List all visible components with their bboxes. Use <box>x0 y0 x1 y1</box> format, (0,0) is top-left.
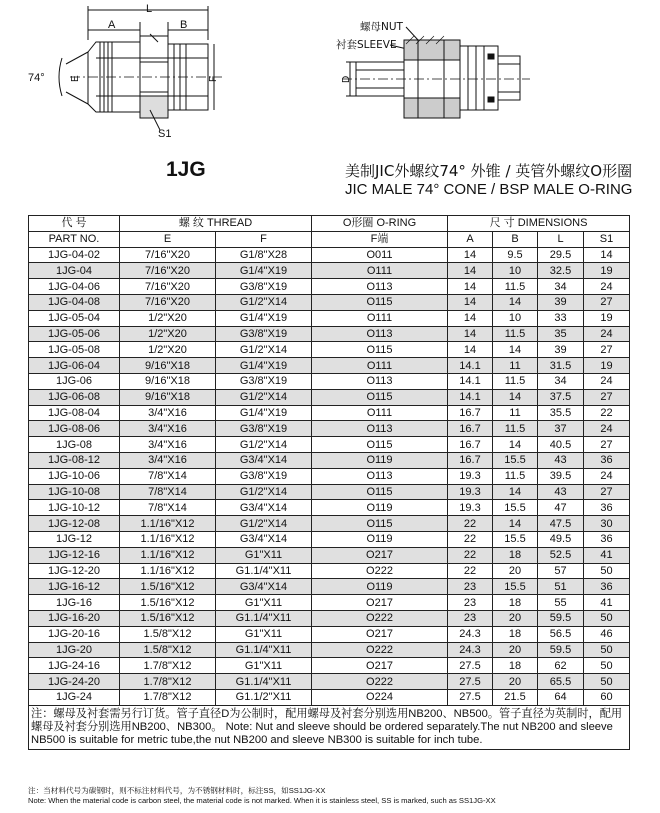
table-cell: 20 <box>493 674 538 690</box>
table-cell: 1JG-10-12 <box>29 500 120 516</box>
table-cell: 36 <box>584 579 630 595</box>
table-cell: 7/16"X20 <box>120 247 216 263</box>
table-cell: G3/4"X14 <box>216 500 312 516</box>
table-cell: 1JG-20-16 <box>29 626 120 642</box>
table-cell: 1/2"X20 <box>120 326 216 342</box>
table-row <box>29 610 630 626</box>
table-cell: 15.5 <box>493 452 538 468</box>
table-cell: 22 <box>448 547 493 563</box>
table-cell: 16.7 <box>448 421 493 437</box>
table-cell: 1JG-06 <box>29 373 120 389</box>
table-cell: O217 <box>312 595 448 611</box>
header-oring: O形圈 O-RING <box>312 216 448 232</box>
table-cell: 9/16"X18 <box>120 389 216 405</box>
table-cell: G1/2"X14 <box>216 437 312 453</box>
table-cell: G1/2"X14 <box>216 516 312 532</box>
table-cell: 1JG-04-08 <box>29 294 120 310</box>
col-header: A <box>448 231 493 247</box>
table-cell: 27.5 <box>448 658 493 674</box>
table-cell: G1.1/4"X11 <box>216 610 312 626</box>
table-cell: 7/8"X14 <box>120 468 216 484</box>
dim-D-label: D <box>341 75 352 83</box>
table-cell: G1/2"X14 <box>216 342 312 358</box>
table-cell: 1JG-12 <box>29 531 120 547</box>
table-cell: O115 <box>312 484 448 500</box>
table-cell: O113 <box>312 468 448 484</box>
table-cell: 11.5 <box>493 373 538 389</box>
table-row <box>29 689 630 705</box>
table-cell: 14 <box>584 247 630 263</box>
table-cell: 1JG-20 <box>29 642 120 658</box>
table-cell: 1JG-08-06 <box>29 421 120 437</box>
table-cell: 1.7/8"X12 <box>120 674 216 690</box>
table-cell: 19.3 <box>448 500 493 516</box>
table-cell: 24 <box>584 373 630 389</box>
table-cell: 27 <box>584 389 630 405</box>
table-row <box>29 437 630 453</box>
table-cell: 23 <box>448 579 493 595</box>
table-row <box>29 547 630 563</box>
table-cell: 21.5 <box>493 689 538 705</box>
col-header: L <box>538 231 584 247</box>
table-cell: O222 <box>312 610 448 626</box>
table-cell: O011 <box>312 247 448 263</box>
table-cell: 7/16"X20 <box>120 279 216 295</box>
table-cell: 20 <box>493 610 538 626</box>
footnote-cn: 注：当材料代号为碳钢时，则不标注材料代号，为不锈钢材料时，标注SS，如SS1JG-XX <box>28 786 326 795</box>
table-cell: 35.5 <box>538 405 584 421</box>
table-row <box>29 373 630 389</box>
table-cell: 1JG-10-06 <box>29 468 120 484</box>
col-header: F <box>216 231 312 247</box>
table-cell: O113 <box>312 326 448 342</box>
table-row <box>29 626 630 642</box>
table-cell: 11.5 <box>493 326 538 342</box>
table-row <box>29 595 630 611</box>
sleeve-label: 衬套SLEEVE <box>336 39 397 51</box>
table-cell: 14.1 <box>448 373 493 389</box>
table-cell: 1.7/8"X12 <box>120 689 216 705</box>
table-cell: 14 <box>493 342 538 358</box>
table-cell: G1"X11 <box>216 626 312 642</box>
footnote-en: Note: When the material code is carbon steel, the material code is not marked. When it is stainless steel, SS is marked, such as SS1JG-XX <box>28 796 496 805</box>
table-cell: O119 <box>312 500 448 516</box>
table-cell: 50 <box>584 563 630 579</box>
table-cell: G3/8"X19 <box>216 373 312 389</box>
table-cell: O224 <box>312 689 448 705</box>
table-cell: G1.1/4"X11 <box>216 674 312 690</box>
table-cell: 7/8"X14 <box>120 484 216 500</box>
right-assembly-drawing <box>336 20 530 118</box>
table-cell: 36 <box>584 500 630 516</box>
table-cell: O217 <box>312 626 448 642</box>
table-cell: 24.3 <box>448 626 493 642</box>
table-row <box>29 579 630 595</box>
table-cell: 10 <box>493 263 538 279</box>
col-header: PART NO. <box>29 231 120 247</box>
table-cell: 1JG-08-04 <box>29 405 120 421</box>
table-cell: G1"X11 <box>216 595 312 611</box>
table-cell: 1.5/8"X12 <box>120 642 216 658</box>
table-cell: G1/8"X28 <box>216 247 312 263</box>
table-row <box>29 531 630 547</box>
footnote <box>28 786 638 806</box>
table-cell: 19.3 <box>448 468 493 484</box>
table-cell: 31.5 <box>538 358 584 374</box>
table-cell: 65.5 <box>538 674 584 690</box>
table-cell: O115 <box>312 389 448 405</box>
table-cell: 1.5/16"X12 <box>120 610 216 626</box>
table-cell: 11 <box>493 358 538 374</box>
table-cell: 18 <box>493 547 538 563</box>
table-cell: G1.1/4"X11 <box>216 563 312 579</box>
table-cell: 47.5 <box>538 516 584 532</box>
table-cell: O119 <box>312 579 448 595</box>
table-cell: 7/8"X14 <box>120 500 216 516</box>
table-cell: 57 <box>538 563 584 579</box>
table-cell: 41 <box>584 595 630 611</box>
table-cell: 3/4"X16 <box>120 421 216 437</box>
table-cell: G1.1/4"X11 <box>216 642 312 658</box>
table-cell: 34 <box>538 279 584 295</box>
header-dimensions: 尺 寸 DIMENSIONS <box>448 216 630 232</box>
table-cell: 11.5 <box>493 421 538 437</box>
table-cell: 36 <box>584 452 630 468</box>
note-row <box>29 705 630 749</box>
table-row <box>29 326 630 342</box>
table-cell: 7/16"X20 <box>120 294 216 310</box>
table-cell: 1JG-06-08 <box>29 389 120 405</box>
table-cell: O119 <box>312 531 448 547</box>
title-english: JIC MALE 74° CONE / BSP MALE O-RING <box>345 181 633 198</box>
table-row <box>29 279 630 295</box>
table-cell: O111 <box>312 310 448 326</box>
part-code-title: 1JG <box>166 158 206 181</box>
table-row <box>29 658 630 674</box>
table-cell: 1/2"X20 <box>120 342 216 358</box>
table-cell: 24 <box>584 468 630 484</box>
table-cell: 1JG-05-06 <box>29 326 120 342</box>
table-cell: G3/4"X14 <box>216 579 312 595</box>
left-fitting-drawing <box>28 3 222 140</box>
table-cell: 11.5 <box>493 468 538 484</box>
table-cell: 34 <box>538 373 584 389</box>
table-cell: O222 <box>312 563 448 579</box>
table-cell: G1.1/2"X11 <box>216 689 312 705</box>
table-cell: O113 <box>312 279 448 295</box>
table-row <box>29 563 630 579</box>
table-cell: 43 <box>538 452 584 468</box>
table-cell: O222 <box>312 642 448 658</box>
table-cell: 1JG-04 <box>29 263 120 279</box>
table-cell: 62 <box>538 658 584 674</box>
table-cell: 14 <box>493 294 538 310</box>
table-cell: 1.5/16"X12 <box>120 595 216 611</box>
table-row <box>29 405 630 421</box>
table-cell: G1/4"X19 <box>216 358 312 374</box>
table-cell: 29.5 <box>538 247 584 263</box>
table-cell: 1JG-04-06 <box>29 279 120 295</box>
table-cell: 27 <box>584 484 630 500</box>
table-row <box>29 421 630 437</box>
table-cell: G1/2"X14 <box>216 294 312 310</box>
table-cell: 47 <box>538 500 584 516</box>
col-header: S1 <box>584 231 630 247</box>
table-cell: 51 <box>538 579 584 595</box>
table-row <box>29 294 630 310</box>
table-cell: 1JG-24-16 <box>29 658 120 674</box>
table-cell: 1JG-05-08 <box>29 342 120 358</box>
table-cell: 39 <box>538 342 584 358</box>
table-cell: G1"X11 <box>216 658 312 674</box>
table-cell: 9.5 <box>493 247 538 263</box>
table-cell: 18 <box>493 626 538 642</box>
dim-L-label: L <box>146 3 153 15</box>
table-cell: 1.1/16"X12 <box>120 516 216 532</box>
table-cell: 30 <box>584 516 630 532</box>
table-cell: 1JG-12-16 <box>29 547 120 563</box>
table-cell: 14 <box>493 516 538 532</box>
table-cell: 1JG-08 <box>29 437 120 453</box>
table-cell: G1/2"X14 <box>216 389 312 405</box>
table-cell: 36 <box>584 531 630 547</box>
table-cell: O119 <box>312 452 448 468</box>
table-cell: G3/8"X19 <box>216 468 312 484</box>
table-cell: 19 <box>584 358 630 374</box>
angle-label: 74° <box>28 72 45 84</box>
table-cell: 1JG-24-20 <box>29 674 120 690</box>
table-cell: 19.3 <box>448 484 493 500</box>
table-cell: 18 <box>493 595 538 611</box>
table-cell: 59.5 <box>538 642 584 658</box>
table-cell: 3/4"X16 <box>120 452 216 468</box>
table-row <box>29 247 630 263</box>
table-cell: 52.5 <box>538 547 584 563</box>
table-cell: 22 <box>448 531 493 547</box>
dim-A-label: A <box>108 19 116 31</box>
table-cell: 56.5 <box>538 626 584 642</box>
table-cell: 3/4"X16 <box>120 437 216 453</box>
table-row <box>29 516 630 532</box>
table-cell: 39.5 <box>538 468 584 484</box>
table-cell: 60 <box>584 689 630 705</box>
table-cell: 39 <box>538 294 584 310</box>
table-cell: 40.5 <box>538 437 584 453</box>
table-cell: O222 <box>312 674 448 690</box>
table-cell: 1JG-16-20 <box>29 610 120 626</box>
table-cell: 33 <box>538 310 584 326</box>
table-cell: G1/4"X19 <box>216 263 312 279</box>
table-cell: 1.5/8"X12 <box>120 626 216 642</box>
table-cell: 9/16"X18 <box>120 358 216 374</box>
table-cell: 43 <box>538 484 584 500</box>
table-cell: 14 <box>448 263 493 279</box>
title-chinese: 美制JIC外螺纹74° 外锥 / 英管外螺纹O形圈 <box>345 162 633 180</box>
table-row <box>29 452 630 468</box>
table-cell: 15.5 <box>493 531 538 547</box>
table-cell: 1.5/16"X12 <box>120 579 216 595</box>
table-cell: 22 <box>584 405 630 421</box>
table-cell: 19 <box>584 263 630 279</box>
table-cell: 27 <box>584 342 630 358</box>
table-cell: 14 <box>493 389 538 405</box>
table-cell: 14 <box>448 326 493 342</box>
table-cell: 50 <box>584 674 630 690</box>
table-cell: 19 <box>584 310 630 326</box>
table-cell: 9/16"X18 <box>120 373 216 389</box>
table-cell: O115 <box>312 516 448 532</box>
table-cell: 16.7 <box>448 437 493 453</box>
table-cell: O113 <box>312 421 448 437</box>
table-cell: 11 <box>493 405 538 421</box>
table-cell: 1JG-04-02 <box>29 247 120 263</box>
table-cell: 27.5 <box>448 689 493 705</box>
table-row <box>29 484 630 500</box>
table-cell: G3/8"X19 <box>216 421 312 437</box>
table-cell: 1.7/8"X12 <box>120 658 216 674</box>
dim-F-label: F <box>208 75 219 82</box>
table-cell: 1JG-06-04 <box>29 358 120 374</box>
table-cell: G1"X11 <box>216 547 312 563</box>
spec-table <box>28 215 630 750</box>
table-cell: 22 <box>448 563 493 579</box>
table-cell: 27.5 <box>448 674 493 690</box>
table-row <box>29 342 630 358</box>
table-cell: 18 <box>493 658 538 674</box>
table-cell: O217 <box>312 547 448 563</box>
table-row <box>29 263 630 279</box>
table-cell: 24 <box>584 421 630 437</box>
nut-label: 螺母NUT <box>360 21 403 33</box>
table-cell: 15.5 <box>493 500 538 516</box>
table-cell: 24.3 <box>448 642 493 658</box>
table-body <box>29 247 630 705</box>
table-cell: 32.5 <box>538 263 584 279</box>
table-cell: 59.5 <box>538 610 584 626</box>
group-header-row <box>29 216 630 232</box>
table-row <box>29 358 630 374</box>
table-cell: 1.1/16"X12 <box>120 563 216 579</box>
table-cell: 49.5 <box>538 531 584 547</box>
table-cell: 41 <box>584 547 630 563</box>
table-cell: 20 <box>493 563 538 579</box>
table-cell: 1JG-08-12 <box>29 452 120 468</box>
table-cell: O111 <box>312 358 448 374</box>
table-row <box>29 674 630 690</box>
table-cell: 14 <box>448 342 493 358</box>
col-header: B <box>493 231 538 247</box>
table-cell: G3/4"X14 <box>216 531 312 547</box>
dim-E-label: E <box>70 75 81 82</box>
table-cell: 11.5 <box>493 279 538 295</box>
table-cell: G1/2"X14 <box>216 484 312 500</box>
table-cell: 23 <box>448 610 493 626</box>
table-cell: 20 <box>493 642 538 658</box>
dim-B-label: B <box>180 19 188 31</box>
table-cell: 14.1 <box>448 358 493 374</box>
table-cell: 14 <box>448 310 493 326</box>
table-cell: 23 <box>448 595 493 611</box>
table-cell: 50 <box>584 658 630 674</box>
table-cell: G3/4"X14 <box>216 452 312 468</box>
column-header-row <box>29 231 630 247</box>
table-cell: G3/8"X19 <box>216 279 312 295</box>
table-cell: G1/4"X19 <box>216 310 312 326</box>
table-cell: 1JG-24 <box>29 689 120 705</box>
table-cell: 24 <box>584 279 630 295</box>
table-cell: 37.5 <box>538 389 584 405</box>
table-cell: 1/2"X20 <box>120 310 216 326</box>
table-row <box>29 642 630 658</box>
table-cell: 1JG-12-20 <box>29 563 120 579</box>
table-cell: 55 <box>538 595 584 611</box>
table-cell: 1JG-05-04 <box>29 310 120 326</box>
table-cell: 37 <box>538 421 584 437</box>
table-cell: 1.1/16"X12 <box>120 547 216 563</box>
dim-S1-label: S1 <box>158 128 172 140</box>
table-row <box>29 389 630 405</box>
col-header: E <box>120 231 216 247</box>
table-cell: 22 <box>448 516 493 532</box>
table-cell: 16.7 <box>448 452 493 468</box>
table-cell: 10 <box>493 310 538 326</box>
table-row <box>29 500 630 516</box>
table-row <box>29 310 630 326</box>
table-cell: 1JG-12-08 <box>29 516 120 532</box>
table-cell: O217 <box>312 658 448 674</box>
table-cell: 64 <box>538 689 584 705</box>
table-cell: O113 <box>312 373 448 389</box>
table-cell: 15.5 <box>493 579 538 595</box>
table-cell: 14 <box>448 294 493 310</box>
table-cell: O115 <box>312 437 448 453</box>
table-cell: 14 <box>493 437 538 453</box>
table-cell: 27 <box>584 294 630 310</box>
table-cell: G3/8"X19 <box>216 326 312 342</box>
table-cell: 14 <box>448 247 493 263</box>
col-header: F端 <box>312 231 448 247</box>
table-cell: 1JG-10-08 <box>29 484 120 500</box>
technical-drawings <box>0 0 660 150</box>
table-cell: O115 <box>312 294 448 310</box>
table-row <box>29 468 630 484</box>
table-cell: 1JG-16 <box>29 595 120 611</box>
table-cell: 24 <box>584 326 630 342</box>
table-cell: 14 <box>493 484 538 500</box>
header-thread: 螺 纹 THREAD <box>120 216 312 232</box>
table-cell: 35 <box>538 326 584 342</box>
table-cell: 14 <box>448 279 493 295</box>
table-cell: 1JG-16-12 <box>29 579 120 595</box>
table-cell: 50 <box>584 642 630 658</box>
table-cell: G1/4"X19 <box>216 405 312 421</box>
table-cell: 1.1/16"X12 <box>120 531 216 547</box>
table-cell: 16.7 <box>448 405 493 421</box>
table-cell: O115 <box>312 342 448 358</box>
table-cell: 3/4"X16 <box>120 405 216 421</box>
table-cell: 50 <box>584 610 630 626</box>
table-cell: 46 <box>584 626 630 642</box>
table-cell: O111 <box>312 263 448 279</box>
header-part-cn: 代 号 <box>29 216 120 232</box>
table-cell: 7/16"X20 <box>120 263 216 279</box>
table-note: 注：螺母及衬套需另行订货。管子直径D为公制时，配用螺母及衬套分别选用NB200、NB500。管子直径为英制时，配用螺母及衬套分别选用NB200、NB300。 Note: Nut and sleeve should be ordered separately.The nut NB200 and sleeve NB500 is suitable for metric tube,the nut NB200 and sleeve NB300 is suitable for inch tube. <box>29 705 630 749</box>
table-cell: 14.1 <box>448 389 493 405</box>
table-cell: 27 <box>584 437 630 453</box>
table-cell: O111 <box>312 405 448 421</box>
